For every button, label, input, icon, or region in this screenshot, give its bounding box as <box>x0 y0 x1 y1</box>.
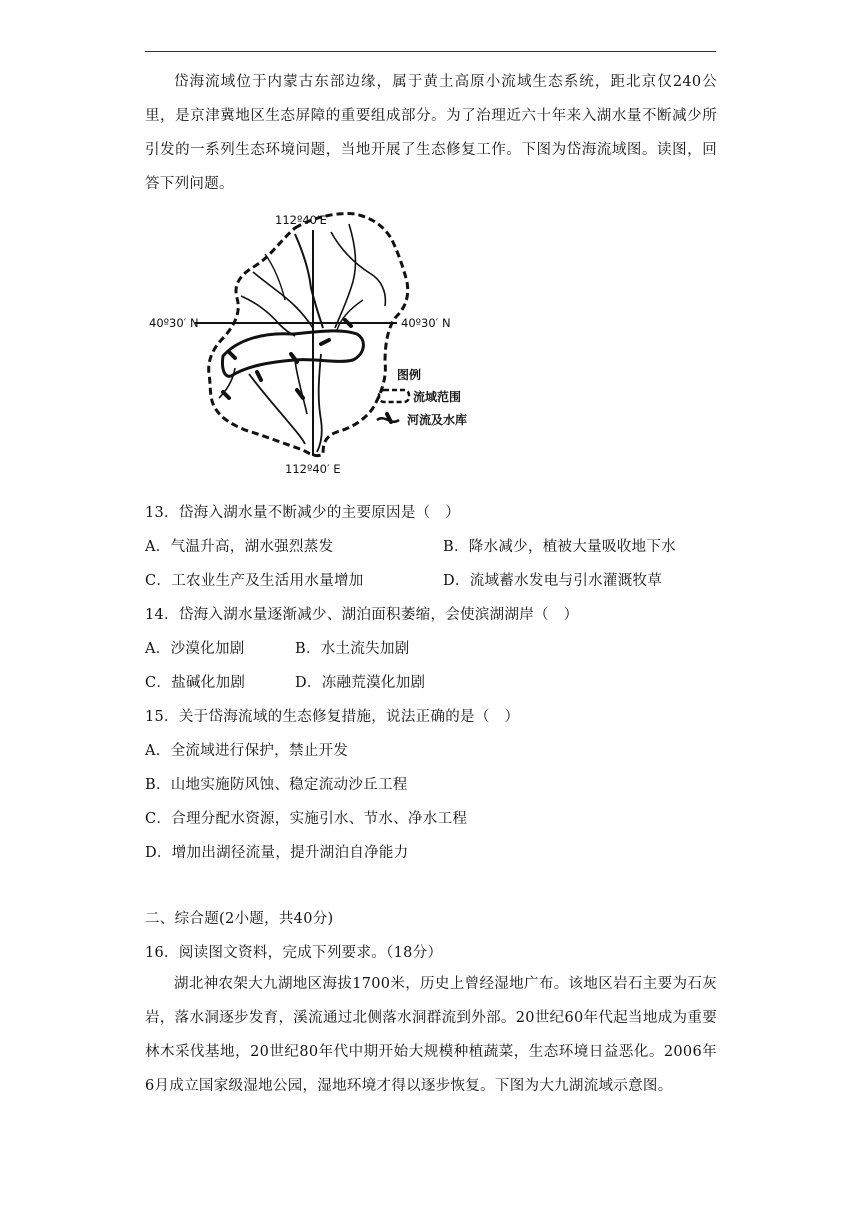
lat-label-right: 40º30′ N <box>401 316 451 330</box>
river <box>295 360 307 414</box>
river <box>331 232 385 306</box>
q15-option-b: B．山地实施防风蚀、稳定流动沙丘工程 <box>145 777 408 793</box>
q15-option-c: C．合理分配水资源，实施引水、节水、净水工程 <box>145 811 468 827</box>
header-rule <box>145 51 716 52</box>
river <box>295 234 323 328</box>
q16-paragraph: 湖北神农架大九湖地区海拔1700米，历史上曾经湿地广布。该地区岩石主要为石灰岩，落水洞逐步发育，溪流通过北侧落水洞群流到外部。20世纪60年代起当地成为重要林木采伐基地，20世纪80年代中期开始大规模种植蔬菜，生态环境日益恶化。2006年6月成立国家级湿地公园，湿地环境才得以逐步恢复。下图为大九湖流域示意图。 <box>145 976 717 1094</box>
q13-option-c: C．工农业生产及生活用水量增加 <box>145 573 364 589</box>
q15-option-d: D．增加出湖径流量，提升湖泊自净能力 <box>145 845 409 861</box>
q13-stem: 13．岱海入湖水量不断减少的主要原因是（ ） <box>145 505 461 521</box>
river <box>253 272 313 328</box>
q14-option-c: C．盐碱化加剧 <box>145 675 246 691</box>
q14-option-b: B．水土流失加剧 <box>295 641 410 657</box>
lon-label-bottom: 112º40′ E <box>285 462 341 476</box>
lat-label-left: 40º30′ N <box>149 316 199 330</box>
q14-option-a: A．沙漠化加剧 <box>145 641 245 657</box>
q13-option-a: A．气温升高，湖水强烈蒸发 <box>145 539 334 555</box>
q16-stem: 16．阅读图文资料，完成下列要求。（18分） <box>145 945 443 961</box>
q15-stem: 15．关于岱海流域的生态修复措施，说法正确的是（ ） <box>145 709 520 725</box>
legend-basin-swatch <box>379 390 409 402</box>
legend-title: 图例 <box>397 368 422 382</box>
river <box>241 296 295 336</box>
river <box>317 354 322 452</box>
river <box>335 224 355 328</box>
legend-river-label: 河流及水库 <box>407 413 468 427</box>
q15-option-a: A．全流域进行保护，禁止开发 <box>145 743 349 759</box>
q14-option-d: D．冻融荒漠化加剧 <box>295 675 426 691</box>
legend-basin-label: 流域范围 <box>413 390 462 404</box>
q13-option-b: B．降水减少，植被大量吸收地下水 <box>443 539 676 555</box>
daihai-basin-map <box>145 208 495 484</box>
q14-stem: 14．岱海入湖水量逐渐减少、湖泊面积萎缩，会使滨湖湖岸（ ） <box>145 607 579 623</box>
q13-option-d: D．流域蓄水发电与引水灌溉牧草 <box>443 573 663 589</box>
intro-paragraph: 岱海流域位于内蒙古东部边缘，属于黄土高原小流域生态系统，距北京仅240公里，是京津冀地区生态屏障的重要组成部分。为了治理近六十年来入湖水量不断减少所引发的一系列生态环境问题，当地开展了生态修复工作。下图为岱海流域图。读图，回答下列问题。 <box>145 74 717 192</box>
river <box>265 254 285 300</box>
section-2-heading: 二、综合题(2小题，共40分) <box>145 911 334 927</box>
lon-label-top: 112º40′E <box>275 213 327 227</box>
